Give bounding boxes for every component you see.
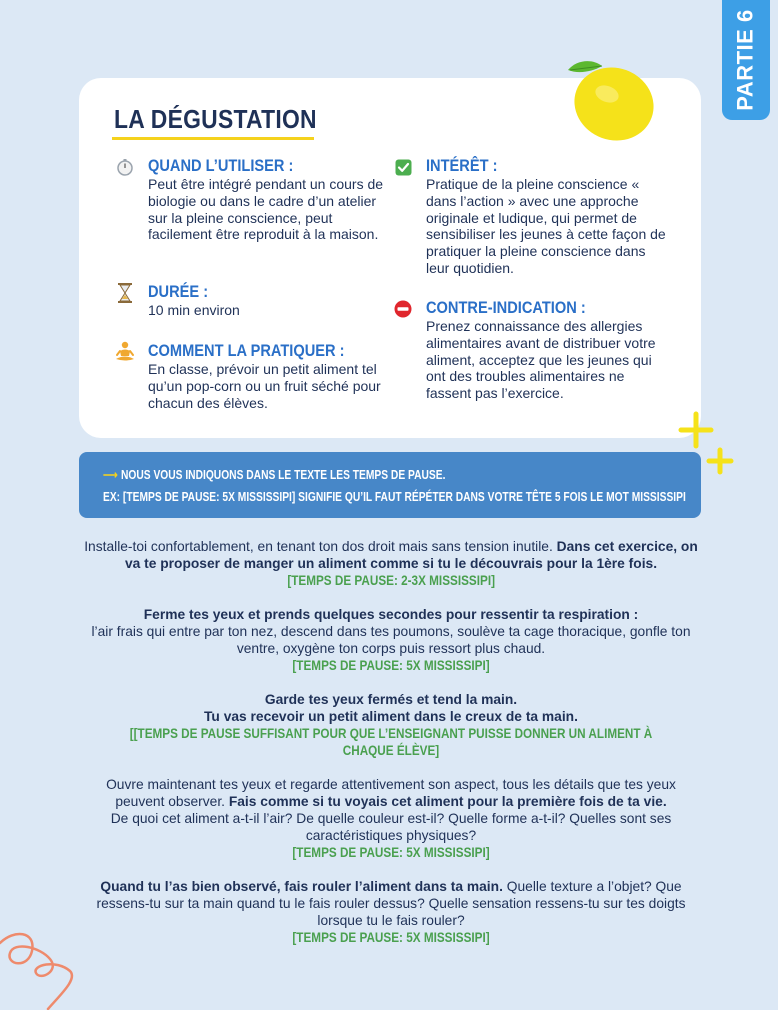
paragraph-bold-text: Tu vas recevoir un petit aliment dans le creux de ta main. bbox=[204, 709, 578, 724]
pause-info-banner bbox=[79, 452, 701, 518]
pause-marker: [TEMPS DE PAUSE: 5X MISSISSIPI] bbox=[292, 658, 490, 673]
paragraph-bold-text: Quand tu l’as bien observé, fais rouler l’aliment dans ta main. bbox=[100, 879, 503, 894]
stopwatch-icon bbox=[114, 156, 136, 178]
paragraph-bold-text: Fais comme si tu voyais cet aliment pour la première fois de ta vie. bbox=[228, 794, 667, 809]
paragraph-text: Ouvre maintenant tes yeux et regarde attentivement son aspect, tous les détails que tes yeux peuvent observer. bbox=[106, 777, 676, 809]
section-heading: DURÉE : bbox=[148, 282, 209, 301]
paragraph-bold-text: Ferme tes yeux et prends quelques secondes pour ressentir ta respiration : bbox=[143, 607, 639, 622]
exercise-script bbox=[80, 538, 702, 963]
section-text: Prenez connaissance des allergies alimentaires avant de distribuer votre aliment, acceptez que les jeunes qui ont des troubles alimentaires ne fassent pas l’exercice. bbox=[426, 318, 656, 402]
pause-marker: [TEMPS DE PAUSE: 5X MISSISSIPI] bbox=[292, 845, 490, 860]
section-text: 10 min environ bbox=[148, 302, 240, 318]
page-title: LA DÉGUSTATION bbox=[114, 104, 317, 134]
title-underline bbox=[112, 137, 314, 140]
paragraph-2 bbox=[80, 606, 702, 674]
paragraph-text: Quelle texture a l’objet? Que ressens-tu sur ta main quand tu le fais rouler dessus? Quelle sensation ressens-tu sur tes doigts lorsque tu le fais rouler? bbox=[96, 879, 686, 928]
check-mark-icon bbox=[392, 156, 414, 178]
section-heading: COMMENT LA PRATIQUER : bbox=[148, 341, 345, 360]
paragraph-text: l’air frais qui entre par ton nez, descend dans tes poumons, soulève ta cage thoracique, gonfle ton ventre, oxygène ton corps puis ressort plus chaud. bbox=[91, 624, 691, 656]
banner-line-1 bbox=[103, 464, 445, 486]
paragraph-3 bbox=[80, 691, 702, 759]
paragraph-text: Installe-toi confortablement, en tenant ton dos droit mais sans tension inutile. bbox=[84, 539, 557, 554]
section-heading: CONTRE-INDICATION : bbox=[426, 298, 586, 317]
paragraph-4 bbox=[80, 776, 702, 861]
banner-line-2: EX: [TEMPS DE PAUSE: 5X MISSISSIPI] SIGNIFIE QU’IL FAUT RÉPÉTER DANS VOTRE TÊTE 5 FOIS LE MOT MISSISSIPI bbox=[103, 490, 686, 504]
section-heading: QUAND L’UTILISER : bbox=[148, 156, 294, 175]
hourglass-icon bbox=[114, 282, 136, 304]
meditating-person-icon bbox=[114, 341, 136, 363]
pause-marker: [TEMPS DE PAUSE: 2-3X MISSISSIPI] bbox=[287, 573, 495, 588]
paragraph-1 bbox=[80, 538, 702, 589]
section-text: En classe, prévoir un petit aliment tel qu’un pop-corn ou un fruit séché pour chacun des élèves. bbox=[148, 361, 381, 411]
section-text: Peut être intégré pendant un cours de biologie ou dans le cadre d’un atelier sur la pleine conscience, peut facilement être reproduit à la maison. bbox=[148, 176, 384, 243]
lemon-icon bbox=[562, 52, 662, 144]
arrow-right-icon: ⟶ bbox=[103, 468, 118, 482]
paragraph-text: De quoi cet aliment a-t-il l’air? De quelle couleur est-il? Quelle forme a-t-il? Quelles sont ses caractéristiques physiques? bbox=[110, 811, 672, 843]
section-text: Pratique de la pleine conscience « dans l’action » avec une approche originale et ludique, qui permet de sensibiliser les jeunes à cette façon de pratiquer la pleine conscience dans leur quotidien. bbox=[426, 176, 666, 276]
paragraph-bold-text: Dans cet exercice, on va te proposer de manger un aliment comme si tu le découvrais pour la 1ère fois. bbox=[124, 539, 698, 571]
no-entry-icon bbox=[392, 298, 414, 320]
banner-text-1: NOUS VOUS INDIQUONS DANS LE TEXTE LES TEMPS DE PAUSE. bbox=[120, 468, 446, 482]
part-tab-label: PARTIE 6 bbox=[733, 9, 759, 111]
section-heading: INTÉRÊT : bbox=[426, 156, 498, 175]
pause-marker: [TEMPS DE PAUSE: 5X MISSISSIPI] bbox=[292, 930, 490, 945]
paragraph-5 bbox=[80, 878, 702, 946]
pause-marker: [[TEMPS DE PAUSE SUFFISANT POUR QUE L’ENSEIGNANT PUISSE DONNER UN ALIMENT À CHAQUE ÉLÈVE] bbox=[129, 726, 653, 758]
paragraph-bold-text: Garde tes yeux fermés et tend la main. bbox=[264, 692, 518, 707]
part-tab bbox=[722, 0, 770, 120]
decorative-swirl bbox=[0, 925, 80, 1010]
